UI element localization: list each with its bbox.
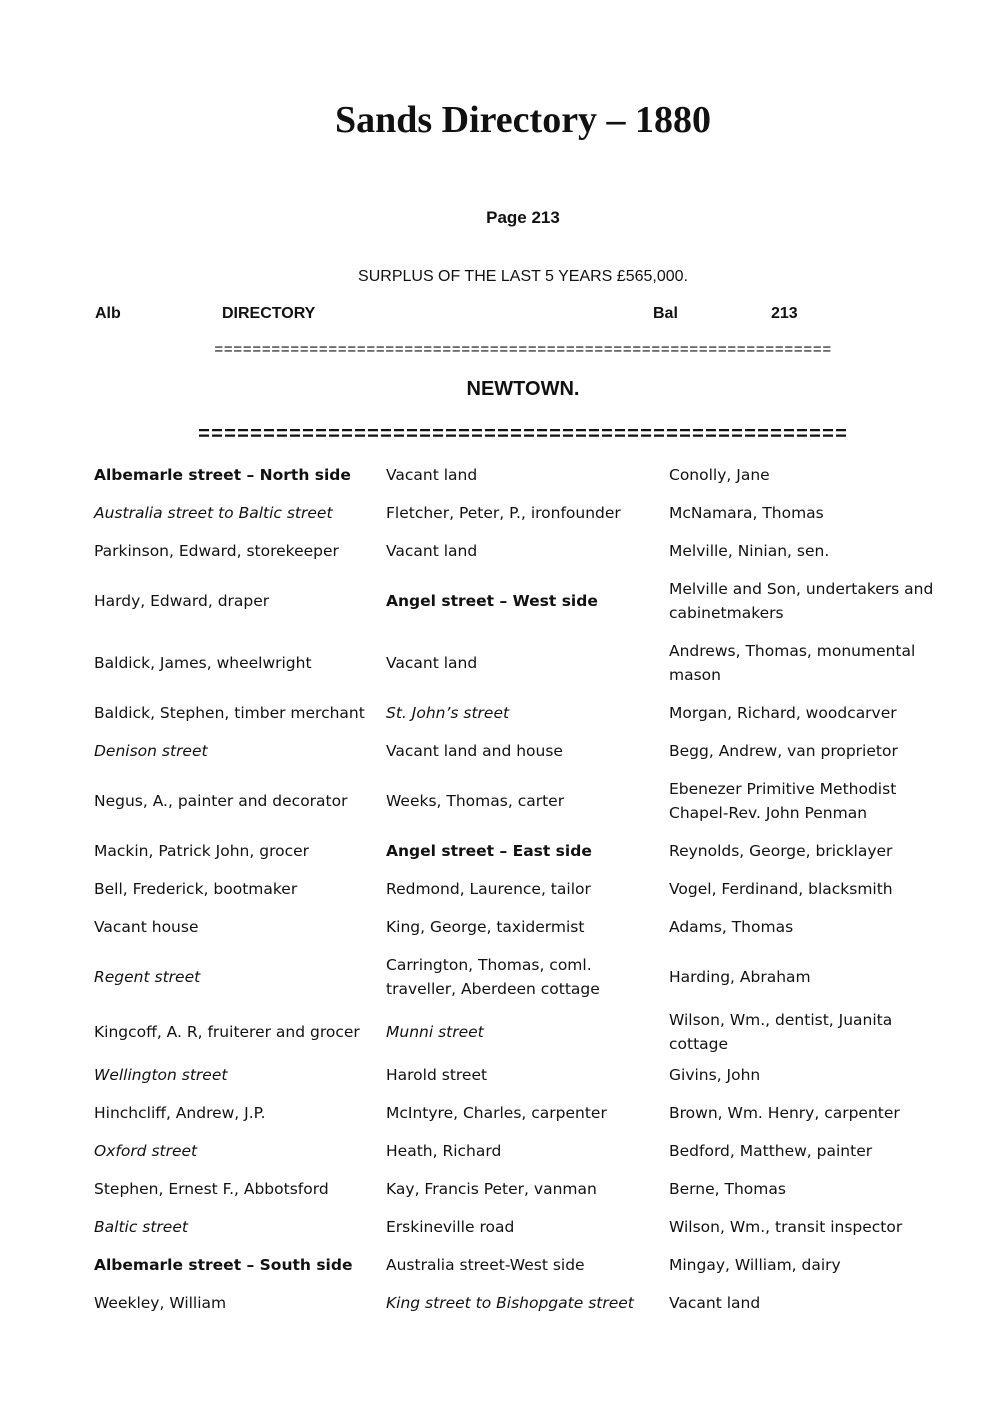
directory-entry: Vacant land xyxy=(386,654,478,672)
table-row xyxy=(88,870,958,908)
directory-entry: Brown, Wm. Henry, carpenter xyxy=(669,1104,900,1122)
directory-entry: Regent street xyxy=(94,968,201,986)
table-row xyxy=(88,732,958,770)
table-row xyxy=(88,946,958,1008)
directory-entry: Begg, Andrew, van proprietor xyxy=(669,742,898,760)
directory-entry: Givins, John xyxy=(669,1066,761,1084)
section-heading: NEWTOWN. xyxy=(466,378,580,400)
directory-entry: Wilson, Wm., transit inspector xyxy=(669,1218,903,1236)
directory-entry: Angel street – West side xyxy=(386,592,598,610)
directory-entry: Vacant house xyxy=(94,918,199,936)
directory-entry: Baldick, James, wheelwright xyxy=(94,654,312,672)
directory-entry: Oxford street xyxy=(94,1142,198,1160)
directory-entry: Berne, Thomas xyxy=(669,1180,786,1198)
directory-entry: Harding, Abraham xyxy=(669,968,811,986)
directory-entry: Vacant land xyxy=(386,466,478,484)
table-row xyxy=(88,1284,958,1322)
table-row xyxy=(88,1170,958,1208)
table-row xyxy=(88,532,958,570)
page-number: Page 213 xyxy=(486,208,560,227)
directory-entry: Australia street to Baltic street xyxy=(94,504,333,522)
table-row xyxy=(88,632,958,694)
directory-entry: Ebenezer Primitive Methodist Chapel-Rev. John Penman xyxy=(669,780,897,822)
directory-entry: Melville and Son, undertakers and cabinetmakers xyxy=(669,580,934,622)
table-row xyxy=(88,1094,958,1132)
directory-entry: Munni street xyxy=(386,1023,484,1041)
directory-entry: Carrington, Thomas, coml. traveller, Aberdeen cottage xyxy=(386,956,600,998)
directory-entry: Vogel, Ferdinand, blacksmith xyxy=(669,880,893,898)
directory-table xyxy=(88,456,958,1322)
surplus-notice: SURPLUS OF THE LAST 5 YEARS £565,000. xyxy=(358,268,688,285)
directory-entry: Albemarle street – North side xyxy=(94,466,351,484)
directory-entry: Mackin, Patrick John, grocer xyxy=(94,842,310,860)
directory-entry: Vacant land and house xyxy=(386,742,563,760)
table-row xyxy=(88,694,958,732)
directory-entry: Morgan, Richard, woodcarver xyxy=(669,704,897,722)
directory-entry: King, George, taxidermist xyxy=(386,918,585,936)
table-row xyxy=(88,1246,958,1284)
directory-entry: Kay, Francis Peter, vanman xyxy=(386,1180,597,1198)
directory-entry: Baltic street xyxy=(94,1218,188,1236)
table-row xyxy=(88,1056,958,1094)
directory-entry: Bell, Frederick, bootmaker xyxy=(94,880,298,898)
directory-entry: Andrews, Thomas, monumental mason xyxy=(669,642,916,684)
running-head-right-key: Bal xyxy=(653,305,678,322)
directory-entry: Heath, Richard xyxy=(386,1142,502,1160)
directory-entry: Stephen, Ernest F., Abbotsford xyxy=(94,1180,329,1198)
directory-entry: Wellington street xyxy=(94,1066,228,1084)
directory-entry: St. John’s street xyxy=(386,704,510,722)
directory-entry: Reynolds, George, bricklayer xyxy=(669,842,893,860)
directory-entry: Mingay, William, dairy xyxy=(669,1256,841,1274)
directory-entry: Vacant land xyxy=(386,542,478,560)
directory-entry: Wilson, Wm., dentist, Juanita cottage xyxy=(669,1011,893,1053)
directory-entry: Bedford, Matthew, painter xyxy=(669,1142,873,1160)
directory-entry: Fletcher, Peter, P., ironfounder xyxy=(386,504,621,522)
directory-entry: Melville, Ninian, sen. xyxy=(669,542,830,560)
table-row xyxy=(88,832,958,870)
directory-entry: Weeks, Thomas, carter xyxy=(386,792,565,810)
directory-entry: Harold street xyxy=(386,1066,488,1084)
directory-table-body xyxy=(88,456,958,1322)
directory-entry: Angel street – East side xyxy=(386,842,592,860)
table-row xyxy=(88,1008,958,1056)
directory-entry: McNamara, Thomas xyxy=(669,504,824,522)
directory-entry: Kingcoff, A. R, fruiterer and grocer xyxy=(94,1023,360,1041)
table-row xyxy=(88,456,958,494)
directory-entry: Australia street-West side xyxy=(386,1256,585,1274)
table-row xyxy=(88,908,958,946)
directory-entry: Albemarle street – South side xyxy=(94,1256,353,1274)
directory-entry: Vacant land xyxy=(669,1294,761,1312)
running-head-left-key: Alb xyxy=(95,305,121,322)
directory-entry: Negus, A., painter and decorator xyxy=(94,792,348,810)
directory-entry: Erskineville road xyxy=(386,1218,515,1236)
table-row xyxy=(88,570,958,632)
divider-rule-top: ================================================================= xyxy=(214,342,832,359)
table-row xyxy=(88,494,958,532)
table-row xyxy=(88,1132,958,1170)
directory-entry: Hinchcliff, Andrew, J.P. xyxy=(94,1104,266,1122)
directory-entry: Parkinson, Edward, storekeeper xyxy=(94,542,339,560)
running-head-page-number: 213 xyxy=(771,305,798,322)
directory-entry: Redmond, Laurence, tailor xyxy=(386,880,591,898)
directory-entry: Conolly, Jane xyxy=(669,466,770,484)
directory-entry: Adams, Thomas xyxy=(669,918,794,936)
page-title: Sands Directory – 1880 xyxy=(334,99,712,141)
directory-entry: Denison street xyxy=(94,742,208,760)
table-row xyxy=(88,770,958,832)
directory-entry: King street to Bishopgate street xyxy=(386,1294,634,1312)
directory-entry: McIntyre, Charles, carpenter xyxy=(386,1104,607,1122)
running-head-directory: DIRECTORY xyxy=(222,305,316,322)
directory-entry: Baldick, Stephen, timber merchant xyxy=(94,704,365,722)
directory-entry: Weekley, William xyxy=(94,1294,227,1312)
table-row xyxy=(88,1208,958,1246)
directory-entry: Hardy, Edward, draper xyxy=(94,592,270,610)
divider-rule-bottom: ================================================== xyxy=(197,424,849,447)
